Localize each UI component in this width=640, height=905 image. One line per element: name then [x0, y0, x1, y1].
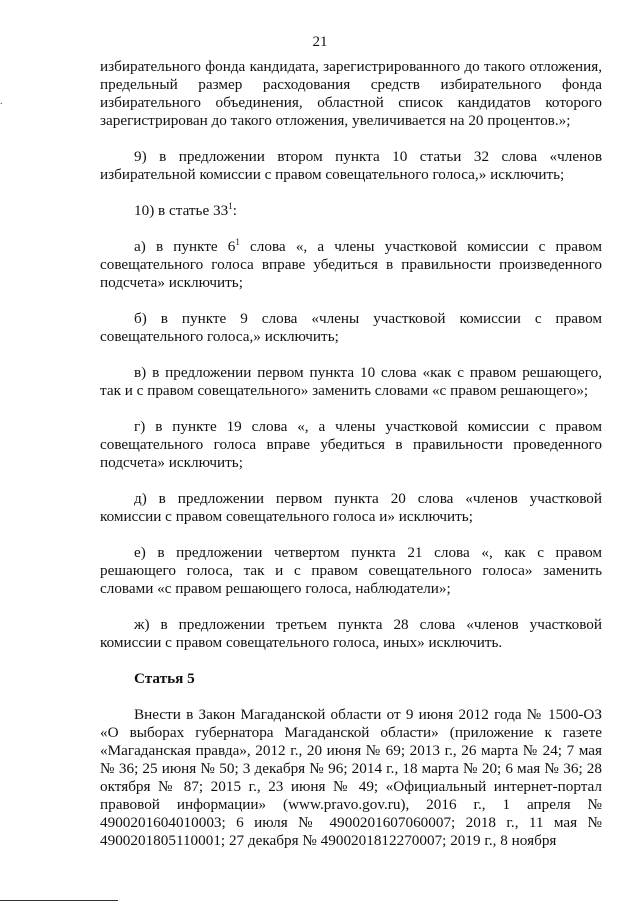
- paragraph-subitem-a: [100, 238, 602, 292]
- paragraph-continuation: избирательного фонда кандидата, зарегистрированного до такого отложения, предельный размер расходования средств избирательного фонда избирательного объединения, областной список кандидатов которого зарегистрирован до такого отложения, увеличивается на 20 процентов.»;: [100, 58, 602, 129]
- article-heading: Статья 5: [134, 670, 195, 687]
- subitem-a-superscript: 1: [235, 237, 240, 247]
- footnote-rule: [0, 900, 118, 901]
- subitem-a-rest: слова «, а члены участковой комиссии с правом совещательного голоса вправе убедиться в правильности произведенного подсчета» исключить;: [100, 238, 602, 291]
- paragraph-subitem-b: б) в пункте 9 слова «члены участковой комиссии с правом совещательного голоса,» исключить;: [100, 310, 602, 345]
- paragraph-subitem-zh: ж) в предложении третьем пункта 28 слова «членов участковой комиссии с правом совещательного голоса, иных» исключить.: [100, 616, 602, 651]
- page-number: 21: [312, 34, 328, 50]
- item-10-superscript: 1: [228, 201, 233, 211]
- item-10-colon: :: [232, 202, 237, 219]
- paragraph-article-5-body: Внести в Закон Магаданской области от 9 июня 2012 года № 1500-ОЗ «О выборах губернатора Магаданской области» (приложение к газете «Магаданская правда», 2012 г., 20 июня № 69; 2013 г., 26 марта № 24; 7 мая № 36; 25 июня № 50; 3 декабря № 96; 2014 г., 18 марта № 20; 6 мая № 36; 28 октября № 87; 2015 г., 23 июня № 49; «Официальный интернет-портал правовой информации» (www.pravo.gov.ru), 2016 г., 1 апреля № 4900201604010003; 6 июля № 4900201607060007; 2018 г., 11 мая № 4900201805110001; 27 декабря № 4900201812270007; 2019 г., 8 ноября: [100, 706, 602, 849]
- paragraph-item-10: [100, 202, 602, 220]
- paragraph-subitem-v: в) в предложении первом пункта 10 слова «как с правом решающего, так и с правом совещательного» заменить словами «с правом решающего»;: [100, 364, 602, 399]
- paragraph-subitem-e: е) в предложении четвертом пункта 21 слова «, как с правом решающего голоса, так и с правом совещательного голоса» заменить словами «с правом решающего голоса, наблюдатели»;: [100, 544, 602, 597]
- margin-mark: .: [0, 96, 3, 107]
- paragraph-item-9: 9) в предложении втором пункта 10 статьи 32 слова «членов избирательной комиссии с правом совещательного голоса,» исключить;: [100, 148, 602, 183]
- paragraph-subitem-g: г) в пункте 19 слова «, а члены участковой комиссии с правом совещательного голоса вправе убедиться в правильности проведенного подсчета» исключить;: [100, 418, 602, 471]
- paragraph-subitem-d: д) в предложении первом пункта 20 слова «членов участковой комиссии с правом совещательного голоса и» исключить;: [100, 490, 602, 525]
- document-body: [100, 58, 602, 850]
- item-10-text: 10) в статье 33: [134, 202, 229, 219]
- subitem-a-text: а) в пункте 6: [134, 238, 236, 255]
